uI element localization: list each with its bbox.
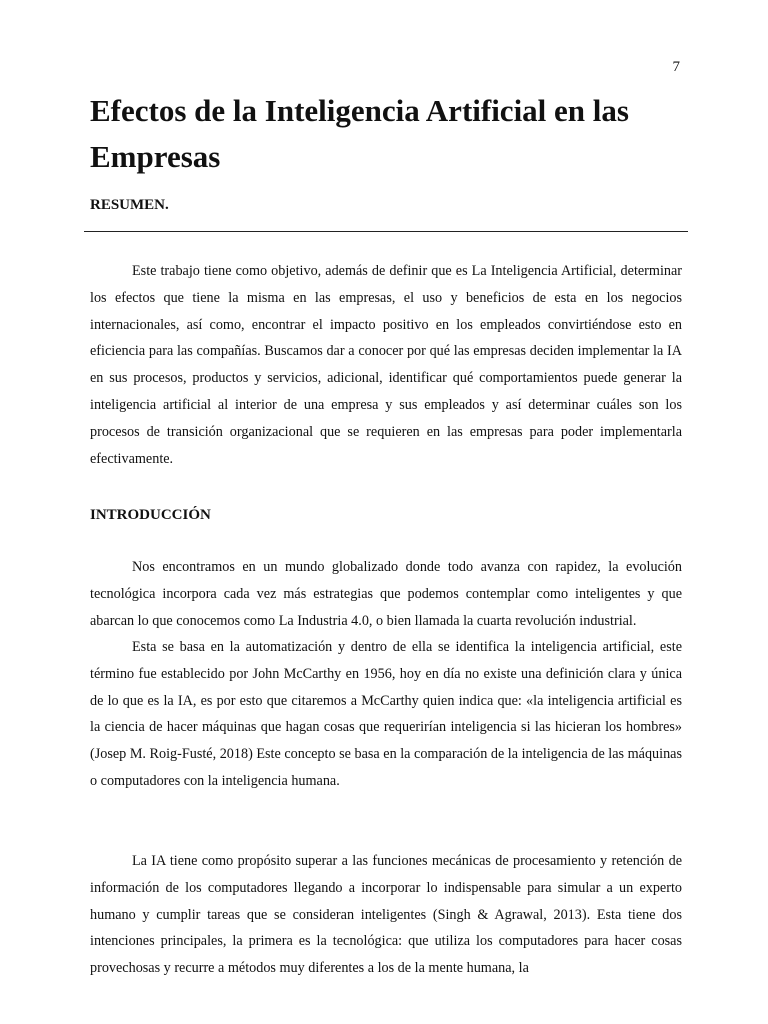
resumen-paragraph: Este trabajo tiene como objetivo, además de definir que es La Inteligencia Artificial, determinar los efectos que tiene la misma en las empresas, el uso y beneficios de esta en los negocios internacionales, así como, encontrar el impacto positivo en los empleados convirtiéndose esto en eficiencia para las compañías. Buscamos dar a conocer por qué las empresas deciden implementar la IA en sus procesos, productos y servicios, adicional, identificar qué comportamientos puede generar la inteligencia artificial al interior de una empresa y sus empleados y así determinar cuáles son los procesos de transición organizacional que se requieren en las empresas para poder implementarla efectivamente.	[90, 263, 682, 467]
intro-paragraph-3: La IA tiene como propósito superar a las funciones mecánicas de procesamiento y retención de información de los computadores llegando a incorporar lo indispensable para simular a un experto humano y cumplir tareas que se consideran inteligentes (Singh & Agrawal, 2013). Esta tiene dos intenciones principales, la primera es la tecnológica: que utiliza los computadores para hacer cosas provechosas y recurre a métodos muy diferentes a los de la mente humana, la	[90, 853, 682, 977]
introduccion-heading: INTRODUCCIÓN	[90, 507, 211, 523]
intro-paragraph-1: Nos encontramos en un mundo globalizado donde todo avanza con rapidez, la evolución tecnológica incorpora cada vez más estrategias que podemos contemplar como inteligentes y que abarcan lo que conocemos como La Industria 4.0, o bien llamada la cuarta revolución industrial.	[90, 559, 682, 629]
resumen-heading: RESUMEN.	[90, 197, 169, 213]
intro-paragraph-2: Esta se basa en la automatización y dentro de ella se identifica la inteligencia artificial, este término fue establecido por John McCarthy en 1956, hoy en día no existe una definición clara y única de lo que es la IA, es por esto que citaremos a McCarthy quien indica que: «la inteligencia artificial es la ciencia de hacer máquinas que hagan cosas que requerirían inteligencia si las hicieran los hombres» (Josep M. Roig-Fusté, 2018) Este concepto se basa en la comparación de la inteligencia de las máquinas o computadores con la inteligencia humana.	[90, 639, 682, 789]
page-number: 7	[672, 59, 680, 75]
document-title: Efectos de la Inteligencia Artificial en las Empresas	[90, 93, 629, 174]
section-divider	[84, 231, 688, 232]
